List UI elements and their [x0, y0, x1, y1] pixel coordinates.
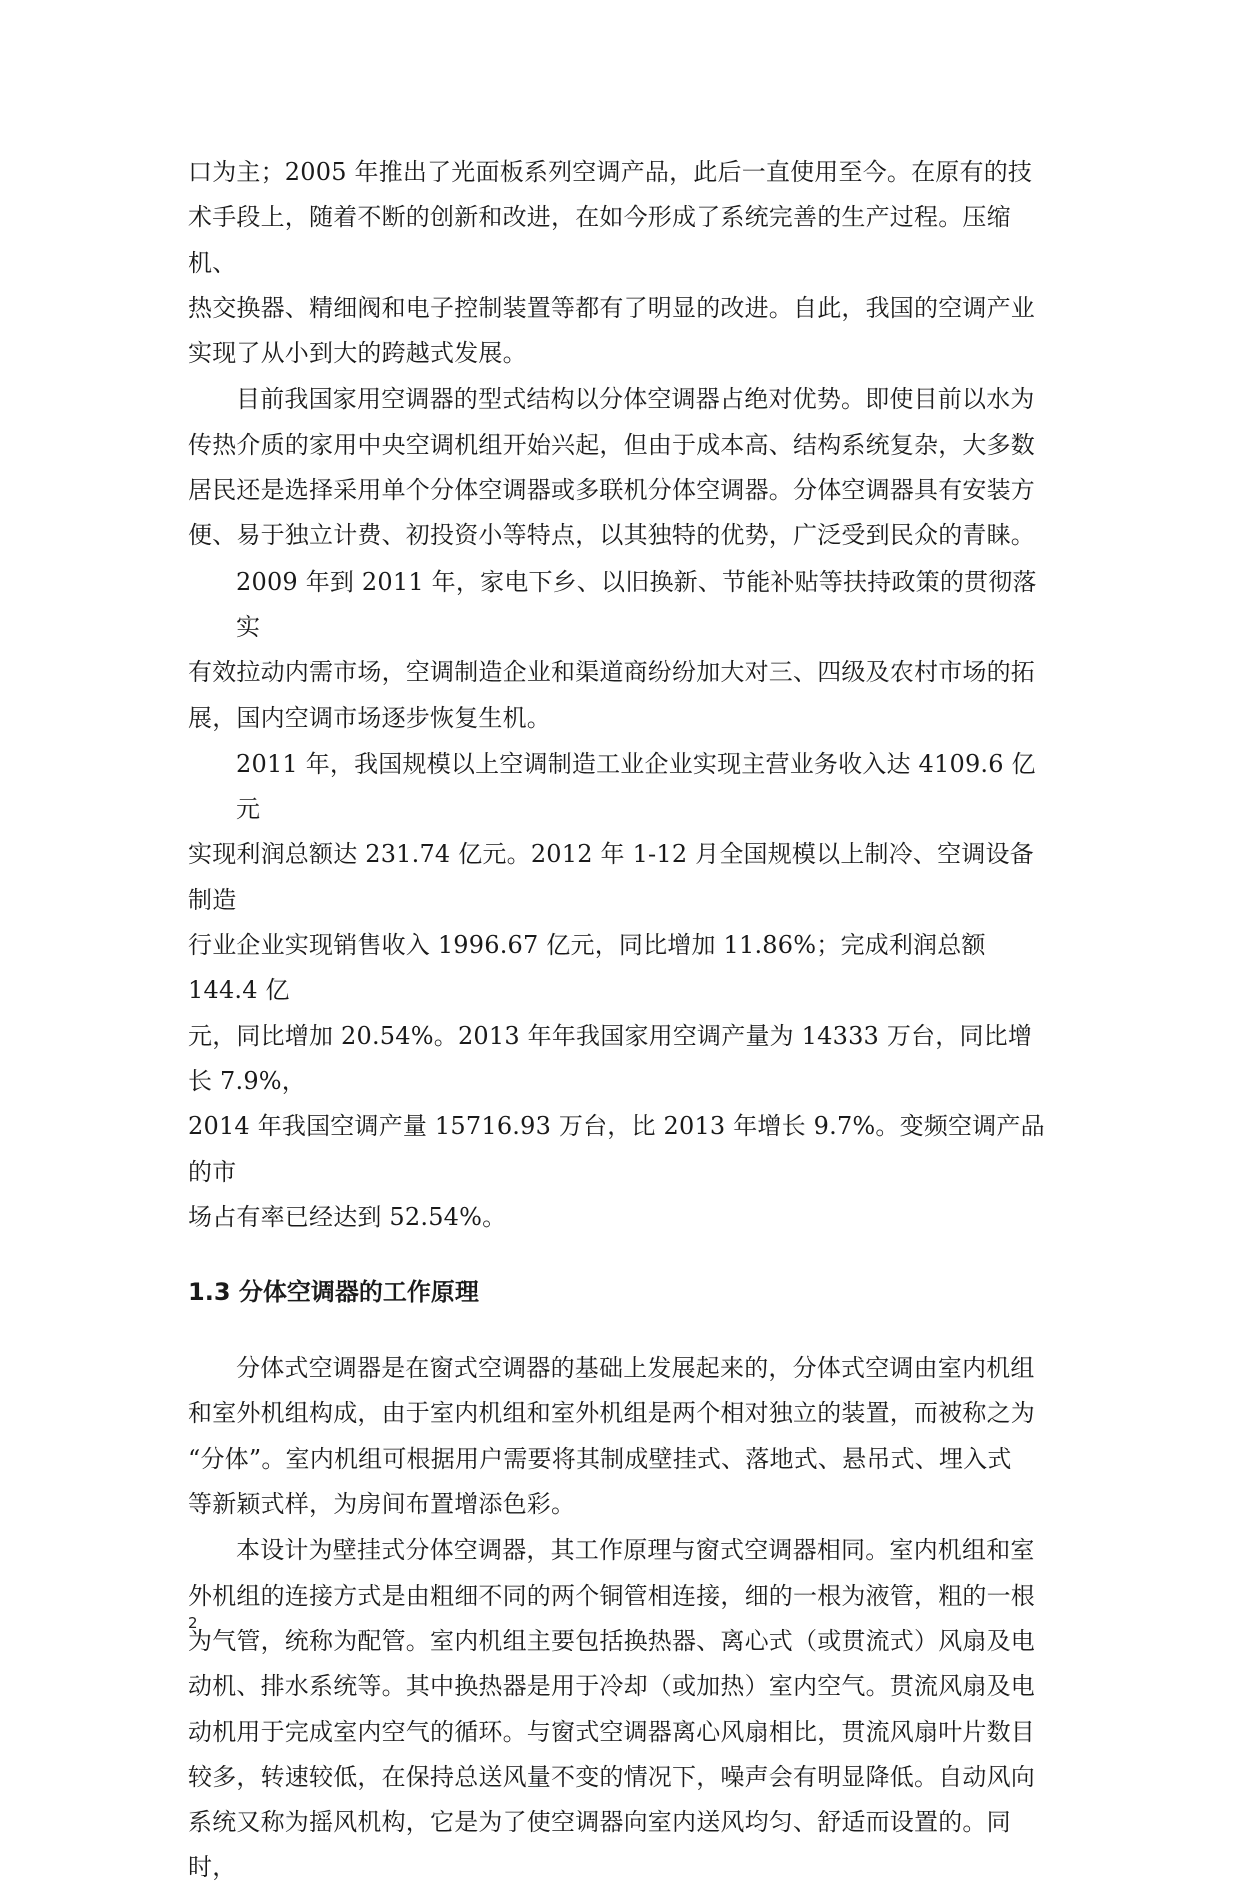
text-line: “分体”。室内机组可根据用户需要将其制成壁挂式、落地式、悬吊式、埋入式 — [188, 1444, 1012, 1473]
text-line: 外机组的连接方式是由粗细不同的两个铜管相连接，细的一根为液管，粗的一根 — [188, 1581, 1035, 1610]
text-line: 有效拉动内需市场，空调制造企业和渠道商纷纷加大对三、四级及农村市场的拓 — [188, 658, 1035, 687]
paragraph — [188, 1346, 1050, 1527]
text-line: 口为主；2005 年推出了光面板系列空调产品，此后一直使用至今。在原有的技 — [188, 158, 1033, 186]
text-line: 较多，转速较低，在保持总送风量不变的情况下，噪声会有明显降低。自动风向 — [188, 1762, 1035, 1791]
text-line: 2009 年到 2011 年，家电下乡、以旧换新、节能补贴等扶持政策的贯彻落实 — [236, 567, 1037, 641]
text-line: 本设计为壁挂式分体空调器，其工作原理与窗式空调器相同。室内机组和室 — [236, 1536, 1035, 1565]
text-line: 实现利润总额达 231.74 亿元。2012 年 1-12 月全国规模以上制冷、空调设备制造 — [188, 840, 1034, 914]
text-line: 传热介质的家用中央空调机组开始兴起，但由于成本高、结构系统复杂，大多数 — [188, 430, 1035, 459]
text-line: 2011 年，我国规模以上空调制造工业企业实现主营业务收入达 4109.6 亿元 — [236, 749, 1036, 824]
paragraph — [188, 150, 1050, 376]
text-line: 热交换器、精细阀和电子控制装置等都有了明显的改进。自此，我国的空调产业 — [188, 293, 1035, 322]
text-line: 系统又称为摇风机构，它是为了使空调器向室内送风均匀、舒适而设置的。同时， — [188, 1808, 1011, 1882]
page-body — [188, 150, 1050, 1892]
text-line: 居民还是选择采用单个分体空调器或多联机分体空调器。分体空调器具有安装方 — [188, 476, 1035, 505]
text-line: 行业企业实现销售收入 1996.67 亿元，同比增加 11.86%；完成利润总额 144.4 亿 — [188, 931, 986, 1005]
section-heading: 1.3 分体空调器的工作原理 — [188, 1278, 479, 1307]
text-line: 展，国内空调市场逐步恢复生机。 — [188, 703, 551, 732]
text-line: 场占有率已经达到 52.54%。 — [188, 1202, 507, 1231]
text-line: 便、易于独立计费、初投资小等特点，以其独特的优势，广泛受到民众的青睐。 — [188, 521, 1035, 550]
text-line: 术手段上，随着不断的创新和改进，在如今形成了系统完善的生产过程。压缩机、 — [188, 203, 1011, 277]
text-line: 动机用于完成室内空气的循环。与窗式空调器离心风扇相比，贯流风扇叶片数目 — [188, 1717, 1035, 1746]
page-number: 2 — [188, 1614, 198, 1632]
text-line: 等新颖式样，为房间布置增添色彩。 — [188, 1490, 576, 1519]
text-line: 元，同比增加 20.54%。2013 年年我国家用空调产量为 14333 万台，同比增长 7.9%， — [188, 1021, 1033, 1095]
paragraph — [188, 742, 1050, 1240]
paragraph — [188, 377, 1050, 558]
text-line: 分体式空调器是在窗式空调器的基础上发展起来的，分体式空调由室内机组 — [236, 1354, 1035, 1383]
body-text-top — [188, 150, 1050, 1240]
text-line: 2014 年我国空调产量 15716.93 万台，比 2013 年增长 9.7%。变频空调产品的市 — [188, 1112, 1045, 1186]
paragraph — [188, 560, 1050, 741]
text-line: 为气管，统称为配管。室内机组主要包括换热器、离心式（或贯流式）风扇及电 — [188, 1626, 1035, 1655]
body-text-bottom — [188, 1346, 1050, 1891]
text-line: 目前我国家用空调器的型式结构以分体空调器占绝对优势。即使目前以水为 — [236, 385, 1035, 414]
text-line: 动机、排水系统等。其中换热器是用于冷却（或加热）室内空气。贯流风扇及电 — [188, 1672, 1035, 1701]
paragraph — [188, 1528, 1050, 1890]
text-line: 和室外机组构成，由于室内机组和室外机组是两个相对独立的装置，而被称之为 — [188, 1399, 1035, 1428]
text-line: 实现了从小到大的跨越式发展。 — [188, 339, 527, 368]
